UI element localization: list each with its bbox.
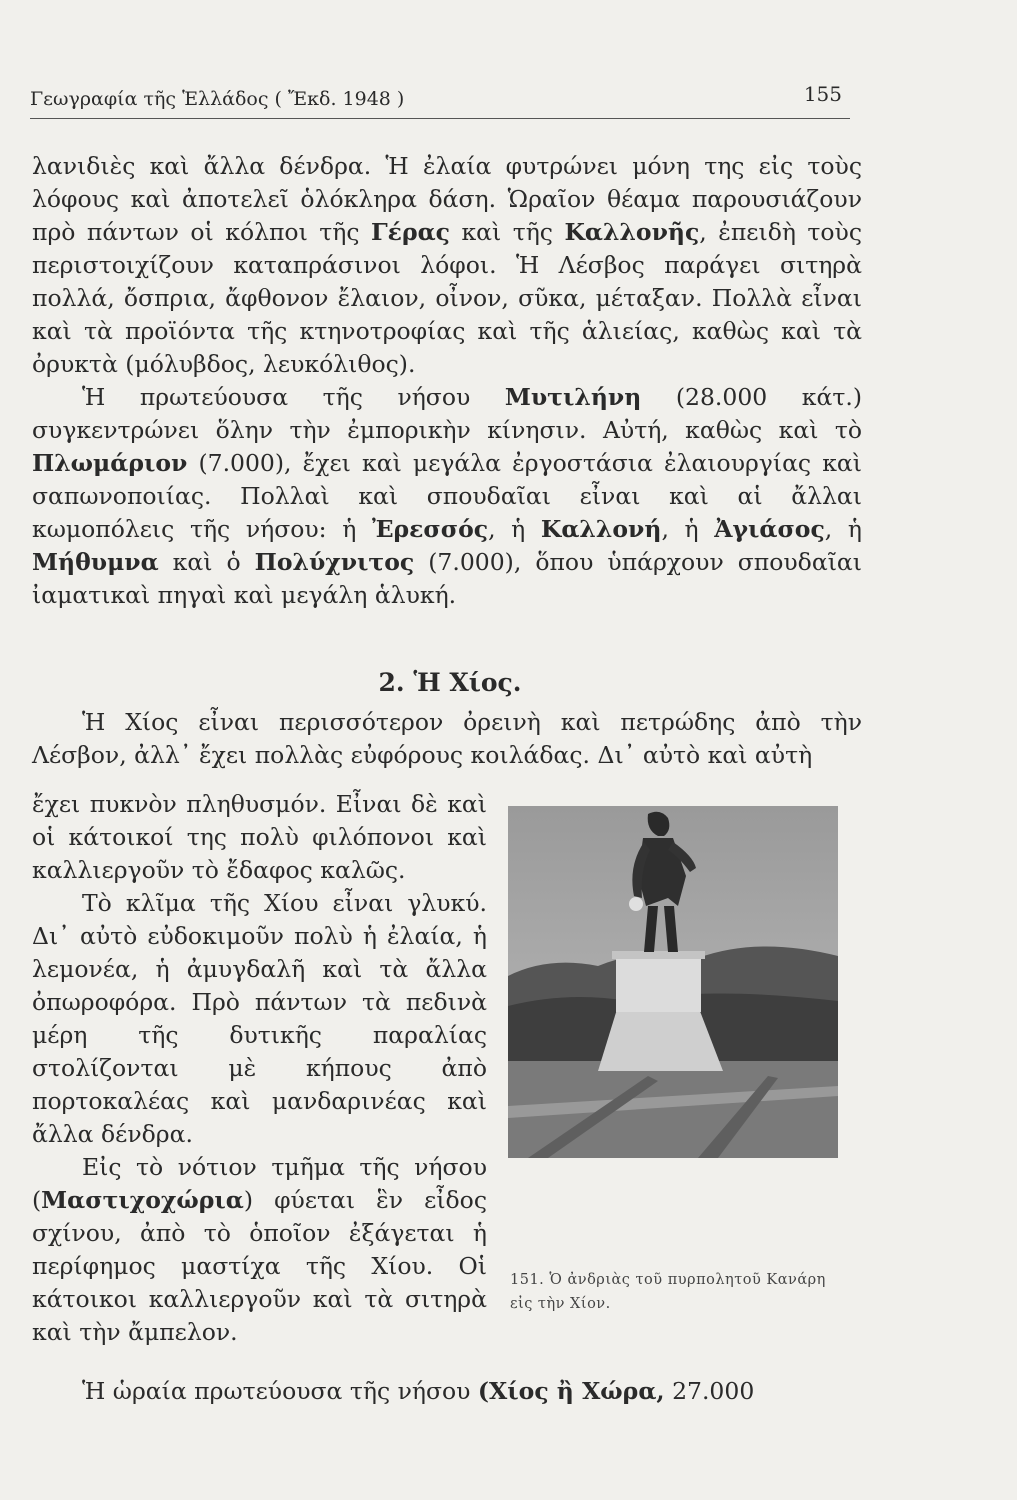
paragraph: Ἡ Χίος εἶναι περισσότερον ὀρεινὴ καὶ πετρώδης ἀπὸ τὴν Λέσβον, ἀλλ᾽ ἔχει πολλὰς εὐφόρους κοιλάδας. Δι᾽ αὐτὸ καὶ αὐτὴ (32, 708, 862, 769)
paragraph: λανιδιὲς καὶ ἄλλα δένδρα. Ἡ ἐλαία φυτρώνει μόνη της εἰς τοὺς λόφους καὶ ἀποτελεῖ ὁλόκληρα δάση. Ὡραῖον θέαμα παρουσιάζουν πρὸ πάντων οἱ κόλποι τῆς Γέρας καὶ τῆς Καλλονῆς, ἐπειδὴ τοὺς περιστοιχίζουν καταπράσινοι λόφοι. Ἡ Λέσβος παράγει σιτηρὰ πολλά, ὄσπρια, ἄφθονον ἔλαιον, οἶνον, σῦκα, μέταξαν. Πολλὰ εἶναι καὶ τὰ προϊόντα τῆς κτηνοτροφίας καὶ τῆς ἁλιείας, καθὼς καὶ τὰ ὀρυκτὰ (μόλυβδος, λευκόλιθος). (32, 152, 862, 378)
page-header (30, 82, 850, 119)
running-title: Γεωγραφία τῆς Ἑλλάδος ( Ἔκδ. 1948 ) (30, 88, 405, 110)
chios-column-text (32, 788, 487, 1349)
figure-caption: 151. Ὁ ἀνδριὰς τοῦ πυρπολητοῦ Κανάρη εἰς τὴν Χίον. (510, 1272, 826, 1312)
paragraph: ἔχει πυκνὸν πληθυσμόν. Εἶναι δὲ καὶ οἱ κάτοικοί της πολὺ φιλόπονοι καὶ καλλιεργοῦν τὸ ἔδαφος καλῶς. (32, 790, 487, 884)
section-heading: 2. Ἡ Χίος. (378, 668, 522, 697)
paragraph: Τὸ κλῖμα τῆς Χίου εἶναι γλυκύ. Δι᾽ αὐτὸ εὐδοκιμοῦν πολὺ ἡ ἐλαία, ἡ λεμονέα, ἡ ἀμυγδαλῆ καὶ τὰ ἄλλα ὀπωροφόρα. Πρὸ πάντων τὰ πεδινὰ μέρη τῆς δυτικῆς παραλίας στολίζονται μὲ κήπους ἀπὸ πορτοκαλέας καὶ μανδαρινέας καὶ ἄλλα δένδρα. (32, 889, 487, 1148)
page-number: 155 (803, 82, 842, 106)
lesvos-text (32, 150, 862, 612)
paragraph: Εἰς τὸ νότιον τμῆμα τῆς νήσου (Μαστιχοχώρια) φύεται ἓν εἶδος σχίνου, ἀπὸ τὸ ὁποῖον ἐξάγεται ἡ περίφημος μαστίχα τῆς Χίου. Οἱ κάτοικοι καλλιεργοῦν καὶ τὰ σιτηρὰ καὶ τὴν ἄμπελον. (32, 1153, 487, 1346)
statue-photo (508, 806, 838, 1158)
paragraph: Ἡ πρωτεύουσα τῆς νήσου Μυτιλήνη (28.000 κάτ.) συγκεντρώνει ὅλην τὴν ἐμπορικὴν κίνησιν. Αὐτή, καθὼς καὶ τὸ Πλωμάριον (7.000), ἔχει καὶ μεγάλα ἐργοστάσια ἐλαιουργίας καὶ σαπωνοποιίας. Πολλαὶ καὶ σπουδαῖαι εἶναι καὶ αἱ ἄλλαι κωμοπόλεις τῆς νήσου: ἡ Ἐρεσσός, ἡ Καλλονή, ἡ Ἀγιάσος, ἡ Μήθυμνα καὶ ὁ Πολύχνιτος (7.000), ὅπου ὑπάρχουν σπουδαῖαι ἰαματικαὶ πηγαὶ καὶ μεγάλη ἁλυκή. (32, 383, 863, 609)
statue-illustration (508, 806, 838, 1158)
paragraph: Ἡ ὡραία πρωτεύουσα τῆς νήσου (Χίος ἢ Χώρα, 27.000 (82, 1377, 755, 1405)
